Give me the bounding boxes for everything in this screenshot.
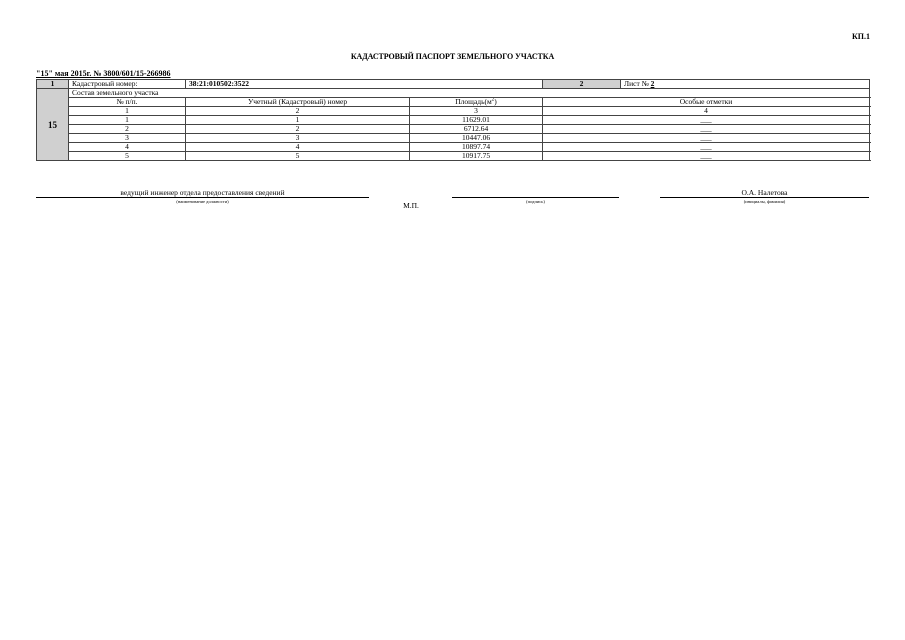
- signer-name-caption: (инициалы, фамилия): [743, 199, 786, 204]
- col-header-notes: Особые отметки: [543, 98, 870, 107]
- signature-line: [452, 188, 619, 198]
- signer-name: О.А. Налетова: [660, 188, 869, 198]
- stamp-place: М.П.: [403, 201, 419, 210]
- col-header-area: $Площадь(м^2)$: [410, 98, 543, 107]
- row-notes: ___: [543, 152, 870, 161]
- row-index: 3: [69, 134, 186, 143]
- row-cadastral-number: 5: [186, 152, 410, 161]
- row-cadastral-number: 3: [186, 134, 410, 143]
- document-title: КАДАСТРОВЫЙ ПАСПОРТ ЗЕМЕЛЬНОГО УЧАСТКА: [350, 52, 555, 61]
- row-notes: ___: [543, 134, 870, 143]
- table-row: [37, 116, 870, 125]
- sheet-label: Лист №: [624, 79, 649, 88]
- row-area: 10897.74: [410, 143, 543, 152]
- row-index: 2: [69, 125, 186, 134]
- row-area: 11629.01: [410, 116, 543, 125]
- col-header-index: № п/п.: [69, 98, 186, 107]
- row-notes: ___: [543, 143, 870, 152]
- cadastral-table: [36, 79, 870, 161]
- col-number: 2: [186, 107, 410, 116]
- row-area: 10917.75: [410, 152, 543, 161]
- row-notes: ___: [543, 125, 870, 134]
- row-index: 1: [69, 116, 186, 125]
- section-number: 15: [37, 89, 69, 161]
- signature-caption: (подпись): [526, 199, 545, 204]
- row-index: 4: [69, 143, 186, 152]
- sheet-number: [621, 80, 870, 89]
- table-row: [37, 143, 870, 152]
- row-cadastral-number: 4: [186, 143, 410, 152]
- header-row: [37, 80, 870, 89]
- row-cadastral-number: 2: [186, 125, 410, 134]
- col-number: 1: [69, 107, 186, 116]
- column-header-row: [37, 98, 870, 107]
- document-date-number: "15" мая 2015г. № 3800/601/15-266986: [36, 69, 171, 78]
- row-area: 10447.06: [410, 134, 543, 143]
- col-header-cadastral: Учетный (Кадастровый) номер: [186, 98, 410, 107]
- col-number: 4: [543, 107, 870, 116]
- row-cadastral-number: 1: [186, 116, 410, 125]
- cell-number-2: 2: [543, 80, 621, 89]
- row-area: 6712.64: [410, 125, 543, 134]
- cell-number-1: 1: [37, 80, 69, 89]
- position-title: ведущий инженер отдела предоставления сведений: [36, 188, 369, 198]
- position-caption: (наименование должности): [176, 199, 229, 204]
- table-row: [37, 125, 870, 134]
- row-notes: ___: [543, 116, 870, 125]
- col-number: 3: [410, 107, 543, 116]
- row-index: 5: [69, 152, 186, 161]
- section-title-row: [37, 89, 870, 98]
- sheet-value: 2: [650, 79, 655, 88]
- column-number-row: [37, 107, 870, 116]
- table-row: [37, 152, 870, 161]
- table-row: [37, 134, 870, 143]
- cadastral-number-value: 38:21:010502:3522: [186, 80, 543, 89]
- section-title: Состав земельного участка: [69, 89, 870, 98]
- form-code: КП.1: [851, 32, 870, 41]
- cadastral-number-label: Кадастровый номер:: [69, 80, 186, 89]
